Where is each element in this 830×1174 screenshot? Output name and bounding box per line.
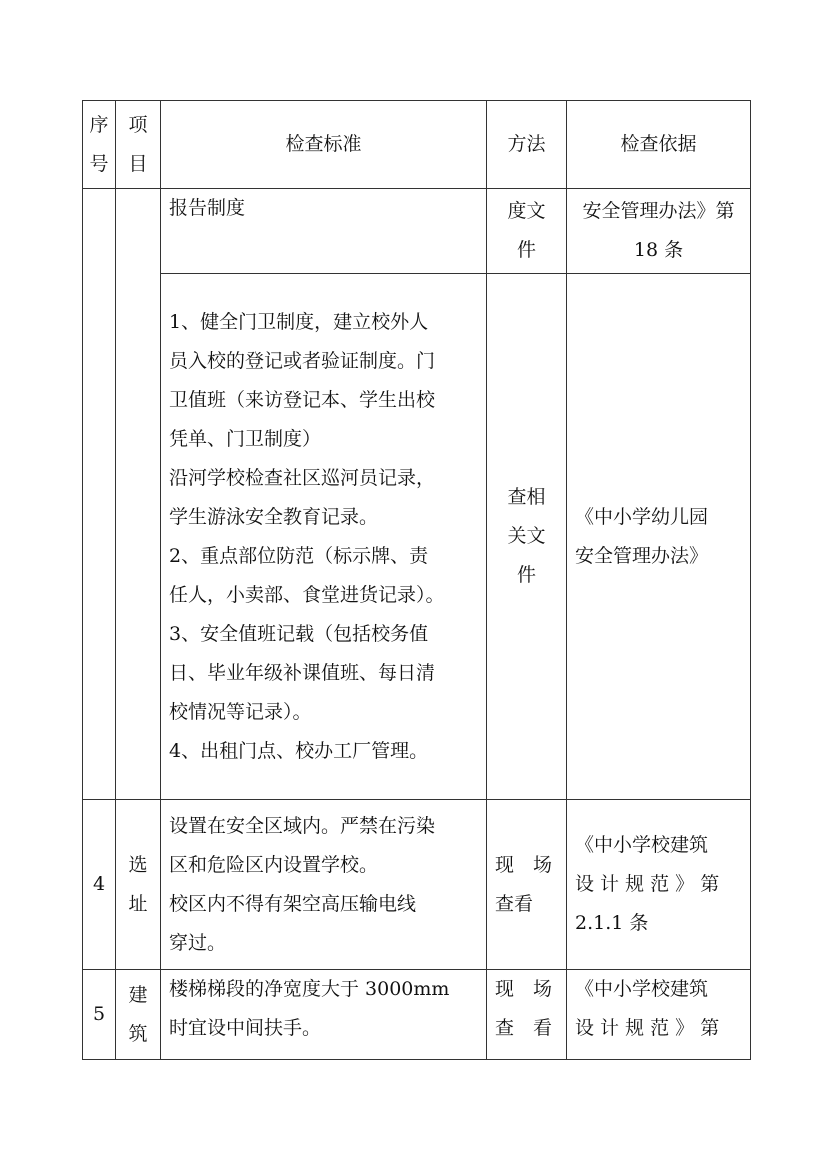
row-method-cell: 现 场 查看 [487, 800, 567, 970]
row-method-cell: 现 场 查 看 [487, 970, 567, 1060]
row-method-cell: 查相 关文 件 [487, 274, 567, 800]
header-method: 方法 [487, 101, 567, 189]
table-row [83, 189, 751, 274]
header-basis: 检查依据 [567, 101, 751, 189]
row-method-cell: 度文 件 [487, 189, 567, 274]
row-basis-cell: 《中小学幼儿园 安全管理办法》 [567, 274, 751, 800]
inspection-table [82, 100, 751, 1060]
row-seq-cell: 5 [83, 970, 116, 1060]
row-standard-cell: 报告制度 [161, 189, 487, 274]
row-standard-cell: 1、健全门卫制度，建立校外人 员入校的登记或者验证制度。门 卫值班（来访登记本、学生出校 凭单、门卫制度） 沿河学校检查社区巡河员记录， 学生游泳安全教育记录。 2、重点部位防范（标示牌、责 任人，小卖部、食堂进货记录）。 3、安全值班记载（包括校务值 日、毕业年级补课值班、每日清 校情况等记录）。 4、出租门点、校办工厂管理。 [161, 274, 487, 800]
row-seq-cell: 4 [83, 800, 116, 970]
table-row [83, 800, 751, 970]
row-item-cell: 建 筑 [116, 970, 161, 1060]
row-standard-cell: 楼梯梯段的净宽度大于 3000mm 时宜设中间扶手。 [161, 970, 487, 1060]
row-basis-cell: 安全管理办法》第 18 条 [567, 189, 751, 274]
row-item-cell [116, 189, 161, 800]
table-row [83, 274, 751, 800]
table-header-row [83, 101, 751, 189]
header-seq: 序 号 [83, 101, 116, 189]
table-row [83, 970, 751, 1060]
row-item-cell: 选 址 [116, 800, 161, 970]
row-basis-cell: 《中小学校建筑 设 计 规 范 》 第 2.1.1 条 [567, 800, 751, 970]
row-basis-cell: 《中小学校建筑 设 计 规 范 》 第 [567, 970, 751, 1060]
header-item: 项 目 [116, 101, 161, 189]
header-standard: 检查标准 [161, 101, 487, 189]
row-standard-cell: 设置在安全区域内。严禁在污染 区和危险区内设置学校。 校区内不得有架空高压输电线 穿过。 [161, 800, 487, 970]
row-seq-cell [83, 189, 116, 800]
